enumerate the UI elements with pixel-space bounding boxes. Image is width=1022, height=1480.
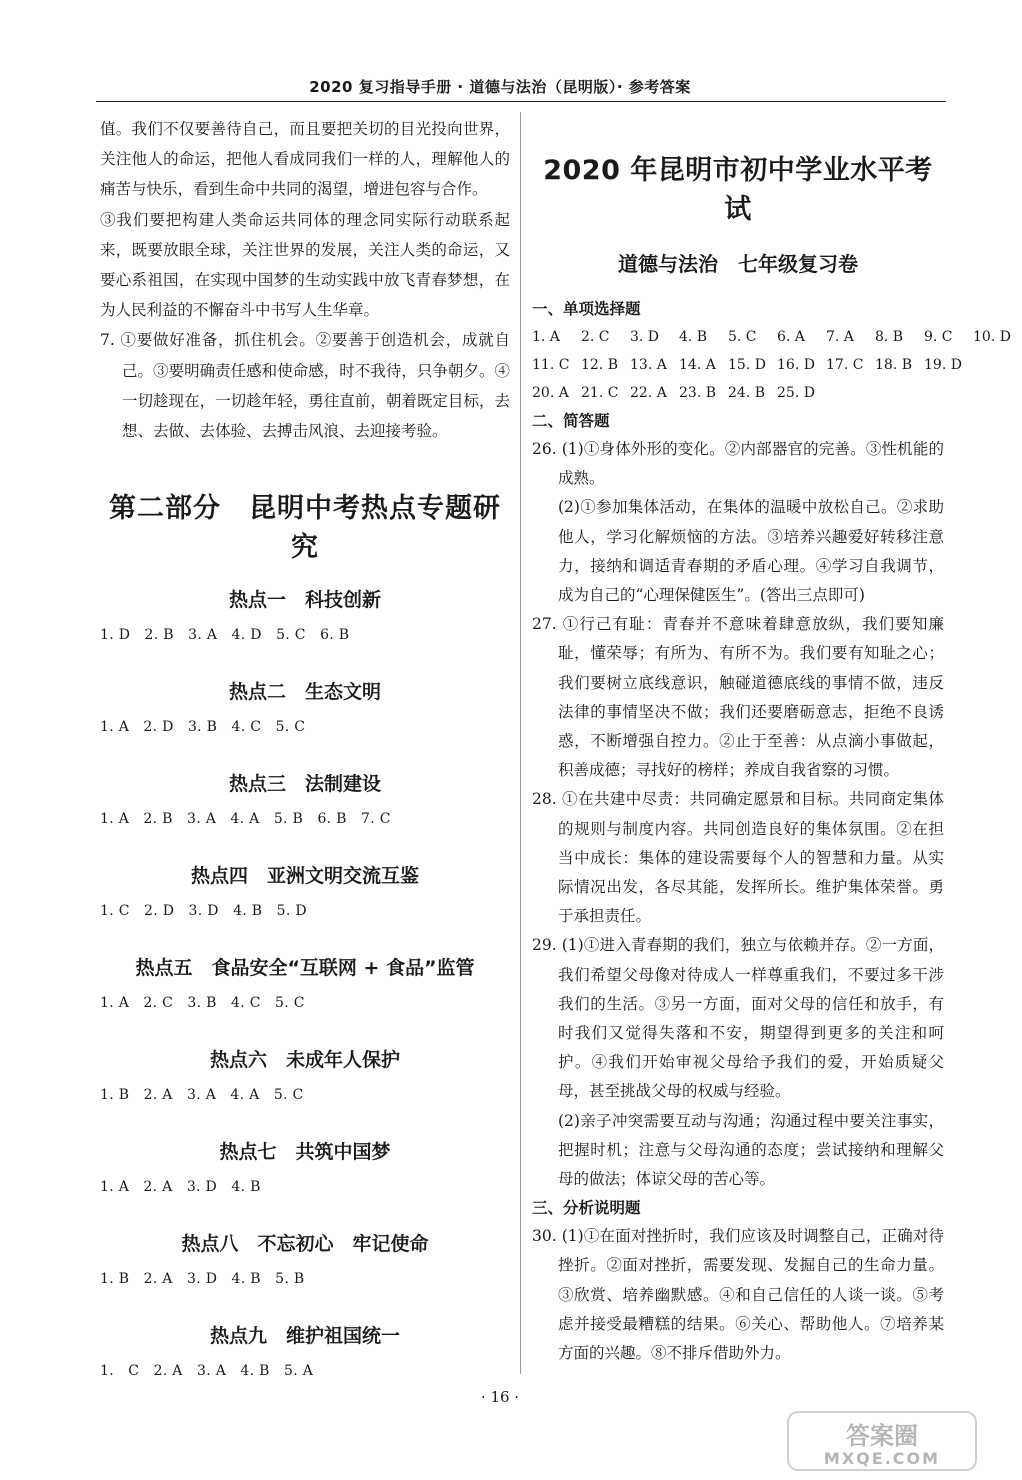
mc-answer: 15. D — [728, 357, 766, 373]
mc-answer: 2. C — [581, 329, 610, 345]
mc-answer: 8. B — [875, 329, 904, 345]
right-column — [532, 114, 1011, 1368]
mc-answer: 19. D — [924, 357, 962, 373]
exam-subtitle: 道德与法治 七年级复习卷 — [618, 252, 858, 276]
question-29-part-1: 29. (1)①进入青春期的我们，独立与依赖并存。②一方面，我们希望父母像对待成人一样尊重我们，不要过多干涉我们的生活。③另一方面，面对父母的信任和放手，有时我们又觉得失落和不安，期望得到更多的关注和呵护。④我们开始审视父母给予我们的爱，开始质疑父母，甚至挑战父母的权威与经验。 — [532, 936, 944, 1101]
question-26-part-2: (2)①参加集体活动，在集体的温暖中放松自己。②求助他人，学习化解烦恼的方法。③培养兴趣爱好转移注意力，接纳和调适青春期的矛盾心理。④学习自我调节，成为自己的“心理保健医生”。(答出三点即可) — [558, 498, 944, 605]
topic-title: 热点二 生态文明 — [228, 681, 381, 704]
mc-answer: 16. D — [777, 357, 815, 373]
question-29-part-2: (2)亲子冲突需要互动与沟通；沟通过程中要关注事实，把握时机；注意与父母沟通的态度；尝试接纳和理解父母的做法；体谅父母的苦心等。 — [558, 1111, 944, 1189]
mc-answer: 23. B — [679, 385, 717, 401]
mc-answer: 7. A — [826, 329, 854, 345]
mc-answer: 12. B — [581, 357, 619, 373]
question-28: 28. ①在共建中尽责：共同确定愿景和目标。共同商定集体的规则与制度内容。共同创造良好的集体氛围。②在担当中成长：集体的建设需要每个人的智慧和力量。从实际情况出发，各尽其能，发挥所长。维护集体荣誉。勇于承担责任。 — [532, 790, 944, 926]
topic-answers: 1. D 2. B 3. A 4. D 5. C 6. B — [100, 627, 350, 644]
topic-list — [100, 580, 510, 1408]
topic-answers: 1. A 2. B 3. A 4. A 5. B 6. B 7. C — [100, 811, 391, 828]
continuation-paragraph-1: 值。我们不仅要善待自己，而且要把关切的目光投向世界，关注他人的命运，把他人看成同我们一样的人，理解他人的痛苦与快乐，看到生命中共同的渴望，增进包容与合作。 — [100, 120, 510, 199]
mc-answer: 1. A — [532, 329, 560, 345]
topic-title: 热点七 共筑中国梦 — [219, 1141, 391, 1164]
mc-answer-row — [532, 323, 1011, 351]
mc-answer: 6. A — [777, 329, 805, 345]
mc-answer: 3. D — [630, 329, 660, 345]
short-answer-block — [532, 435, 944, 1194]
topic-title: 热点一 科技创新 — [228, 589, 381, 612]
mc-answer: 9. C — [924, 329, 953, 345]
topic-title: 热点三 法制建设 — [228, 773, 381, 796]
continuation-paragraph-2: ③我们要把构建人类命运共同体的理念同实际行动联系起来，既要放眼全球，关注世界的发展，关注人类的命运，又要心系祖国，在实现中国梦的生动实践中放飞青春梦想，在为人民利益的不懈奋斗中书写人生华章。 — [100, 210, 510, 320]
watermark-logo — [786, 1410, 978, 1472]
mc-answer: 17. C — [826, 357, 864, 373]
topic-answers: 1. A 2. A 3. D 4. B — [100, 1179, 261, 1196]
mc-answer: 22. A — [630, 385, 667, 401]
mc-answer: 20. A — [532, 385, 569, 401]
analysis-block — [532, 1222, 944, 1368]
column-divider — [520, 112, 521, 1374]
mc-answer: 18. B — [875, 357, 913, 373]
mc-answer: 10. D — [973, 329, 1011, 345]
topic-answers: 1. C 2. A 3. A 4. B 5. A — [100, 1363, 314, 1380]
mc-answer-row — [532, 379, 944, 407]
mc-answer: 5. C — [728, 329, 757, 345]
mc-answer: 13. A — [630, 357, 667, 373]
left-column — [100, 114, 510, 1408]
topic-answers: 1. C 2. D 3. D 4. B 5. D — [100, 903, 307, 920]
topic-title: 热点九 维护祖国统一 — [209, 1325, 400, 1348]
section-heading-short-answer: 二、简答题 — [532, 412, 610, 430]
topic-title: 热点四 亚洲文明交流互鉴 — [190, 865, 419, 888]
topic-title: 热点六 未成年人保护 — [209, 1049, 400, 1072]
topic-answers: 1. A 2. C 3. B 4. C 5. C — [100, 995, 305, 1012]
section-heading-multiple-choice: 一、单项选择题 — [532, 300, 641, 318]
section-heading-analysis: 三、分析说明题 — [532, 1199, 641, 1218]
mc-answer: 14. A — [679, 357, 716, 373]
continuation-text — [100, 114, 510, 325]
mc-answer: 24. B — [728, 385, 766, 401]
mc-answer-row — [532, 351, 962, 379]
mc-answer: 21. C — [581, 385, 619, 401]
question-27: 27. ①行己有耻：青春并不意味着肆意放纵，我们要知廉耻，懂荣辱；有所为、有所不为。我们要有知耻之心；我们要树立底线意识，触碰道德底线的事情不做，违反法律的事情坚决不做；我们还要磨砺意志，拒绝不良诱惑，不断增强自控力。②止于至善：从点滴小事做起，积善成德；寻找好的榜样；养成自我省察的习惯。 — [532, 615, 944, 780]
topic-title: 热点五 食品安全“互联网 + 食品”监管 — [135, 957, 475, 980]
topic-answers: 1. B 2. A 3. D 4. B 5. B — [100, 1271, 305, 1288]
mc-answer: 25. D — [777, 385, 815, 401]
logo-url: MXQE.COM — [823, 1449, 941, 1468]
question-30: 30. (1)①在面对挫折时，我们应该及时调整自己，正确对待挫折。②面对挫折，需要发现、发掘自己的生命力量。③欣赏、培养幽默感。④和自己信任的人谈一谈。⑤考虑并接受最糟糕的结果。⑥关心、帮助他人。⑦培养某方面的兴趣。⑧不排斥借助外力。 — [532, 1227, 944, 1363]
running-header: 2020 复习指导手册 · 道德与法治（昆明版）· 参考答案 — [309, 78, 691, 96]
part-title: 第二部分 昆明中考热点专题研究 — [109, 493, 501, 564]
topic-title: 热点八 不忘初心 牢记使命 — [181, 1233, 429, 1256]
exam-title: 2020 年昆明市初中学业水平考试 — [543, 155, 933, 225]
topic-answers: 1. A 2. D 3. B 4. C 5. C — [100, 719, 306, 736]
question-7: 7. ①要做好准备，抓住机会。②要善于创造机会，成就自己。③要明确责任感和使命感，时不我待，只争朝夕。④一切趁现在，一切趁年轻，勇往直前，朝着既定目标，去想、去做、去体验、去搏击风浪、去迎接考验。 — [100, 331, 510, 441]
question-26-part-1: 26. (1)①身体外形的变化。②内部器官的完善。③性机能的成熟。 — [532, 440, 944, 488]
topic-answers: 1. B 2. A 3. A 4. A 5. C — [100, 1087, 304, 1104]
page-number: · 16 · — [480, 1388, 520, 1406]
mc-answer: 4. B — [679, 329, 708, 345]
logo-text: 答案圈 — [846, 1422, 918, 1450]
header-rule — [96, 101, 946, 102]
mc-answer: 11. C — [532, 357, 570, 373]
